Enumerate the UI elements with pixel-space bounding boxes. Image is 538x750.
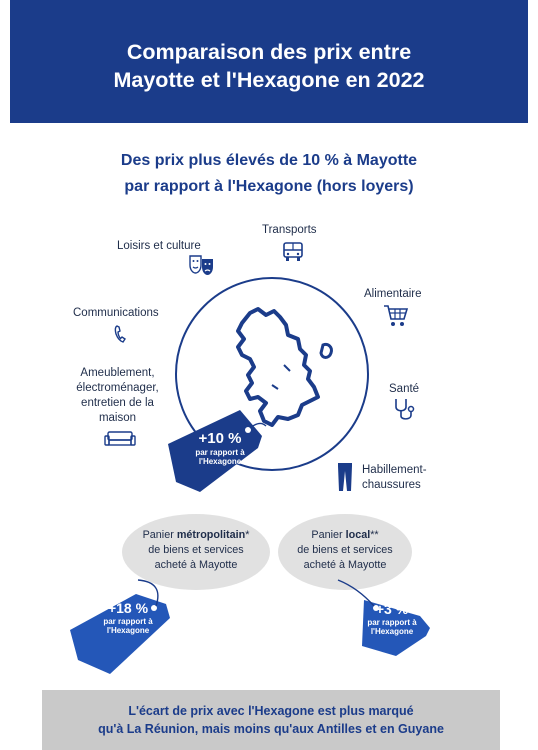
label-sante: Santé [389,383,420,395]
stethoscope-icon [392,397,418,423]
main-tag-text: +10 % par rapport à l'Hexagone [195,430,245,466]
label-communications: Communications [73,307,159,319]
panier-metro-oval: Panier métropolitain* de biens et services acheté à Mayotte [122,514,270,590]
label-loisirs: Loisirs et culture [117,240,201,252]
footer-line2: qu'à La Réunion, mais moins qu'aux Antilles et en Guyane [98,722,444,736]
local-tag-text: +3 % par rapport à l'Hexagone [367,601,417,636]
title-banner [10,0,528,123]
bus-icon [281,241,305,263]
label-ameublement: Ameublement, électroménager, entretien de la maison [76,367,159,424]
footer-line1: L'écart de prix avec l'Hexagone est plus marqué [128,704,414,718]
panier-local-oval: Panier local** de biens et services acheté à Mayotte [278,514,412,590]
shopping-cart-icon [383,304,409,328]
subtitle-line2: par rapport à l'Hexagone (hors loyers) [124,178,414,195]
label-transports: Transports [262,224,317,236]
label-habillement: Habillement- chaussures [362,464,427,491]
subtitle-line1: Des prix plus élevés de 10 % à Mayotte [120,152,418,169]
theater-masks-icon [188,253,216,277]
sofa-icon [104,430,136,448]
label-alimentaire: Alimentaire [364,288,422,300]
page-title-line2: Mayotte et l'Hexagone en 2022 [113,68,425,92]
footer-banner [42,690,500,750]
metro-tag-text: +18 % par rapport à l'Hexagone [103,600,153,635]
page-title-line1: Comparaison des prix entre [126,40,412,64]
trousers-icon [336,462,354,492]
phone-icon [113,324,127,344]
